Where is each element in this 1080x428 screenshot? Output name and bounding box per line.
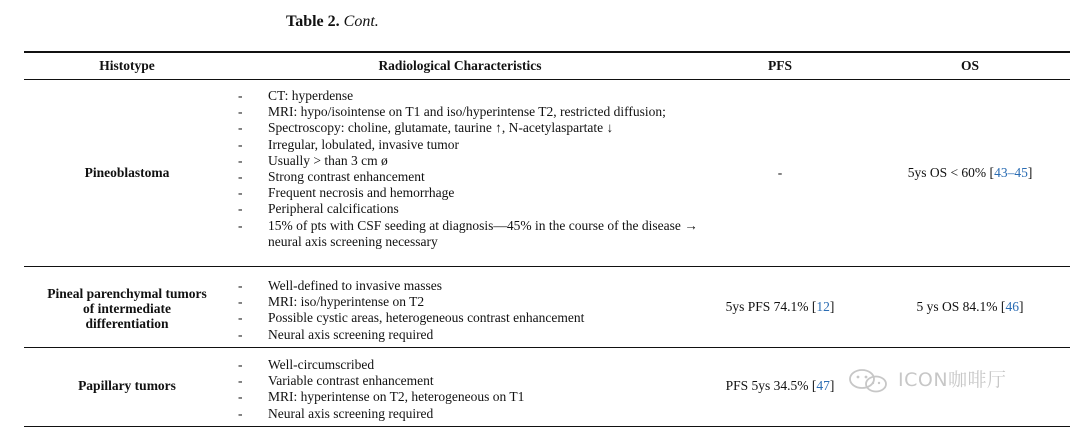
row-divider-2: [24, 347, 1070, 348]
header-os: OS: [960, 58, 979, 73]
citation-link[interactable]: 43–45: [994, 165, 1028, 180]
list-item: - Neural axis screening required: [238, 405, 434, 421]
watermark-text: ICON咖啡厅: [898, 369, 1007, 391]
caption-label: Table 2.: [286, 13, 340, 30]
row-3-characteristics: [238, 357, 698, 422]
caption-suffix: Cont.: [343, 13, 379, 30]
row-1-pfs: -: [777, 165, 783, 180]
list-item: - Variable contrast enhancement: [238, 373, 434, 389]
list-item: - Strong contrast enhancement: [238, 169, 425, 185]
row-3-histotype: Papillary tumors: [78, 378, 176, 393]
header-radiological: Radiological Characteristics: [378, 58, 542, 73]
row-1-characteristics: [238, 88, 698, 250]
header-pfs: PFS: [767, 58, 792, 73]
list-item: - Irregular, lobulated, invasive tumor: [238, 136, 460, 152]
row-1-os: 5ys OS < 60% [43–45]: [907, 165, 1033, 180]
list-item: - Usually > than 3 cm ø: [238, 152, 388, 168]
watermark: [848, 366, 1058, 396]
citation-link[interactable]: 47: [816, 378, 830, 393]
table-top-rule: [24, 51, 1070, 53]
list-item: - 15% of pts with CSF seeding at diagnosis—45% in the course of the disease → neural axis screening necessary: [238, 217, 698, 249]
list-item: - MRI: iso/hyperintense on T2: [238, 294, 425, 310]
list-item: - Neural axis screening required: [238, 326, 434, 342]
list-item: - MRI: hyperintense on T2, heterogeneous on T1: [238, 389, 525, 405]
list-item: - Frequent necrosis and hemorrhage: [238, 185, 455, 201]
row-2-characteristics: [238, 278, 698, 343]
row-2-histotype: Pineal parenchymal tumors of intermediate differentiation: [47, 286, 207, 331]
table-bottom-rule: [24, 426, 1070, 427]
header-bottom-rule: [24, 79, 1070, 80]
row-3-pfs: PFS 5ys 34.5% [47]: [725, 378, 835, 393]
citation-link[interactable]: 46: [1005, 299, 1019, 314]
row-2-os: 5 ys OS 84.1% [46]: [916, 299, 1024, 314]
row-1-histotype: Pineoblastoma: [84, 165, 170, 180]
list-item: - Spectroscopy: choline, glutamate, taurine ↑, N-acetylaspartate ↓: [238, 120, 614, 136]
list-item: - Possible cystic areas, heterogeneous contrast enhancement: [238, 310, 585, 326]
table-caption: [286, 12, 379, 32]
list-item: - Peripheral calcifications: [238, 201, 399, 217]
list-item: - MRI: hypo/isointense on T1 and iso/hyperintense T2, restricted diffusion;: [238, 104, 666, 120]
header-histotype: Histotype: [99, 58, 155, 73]
citation-link[interactable]: 12: [816, 299, 830, 314]
list-item: - Well-defined to invasive masses: [238, 278, 442, 293]
row-divider-1: [24, 266, 1070, 267]
list-item: - CT: hyperdense: [238, 88, 354, 103]
row-2-pfs: 5ys PFS 74.1% [12]: [725, 299, 835, 314]
list-item: - Well-circumscribed: [238, 357, 375, 372]
